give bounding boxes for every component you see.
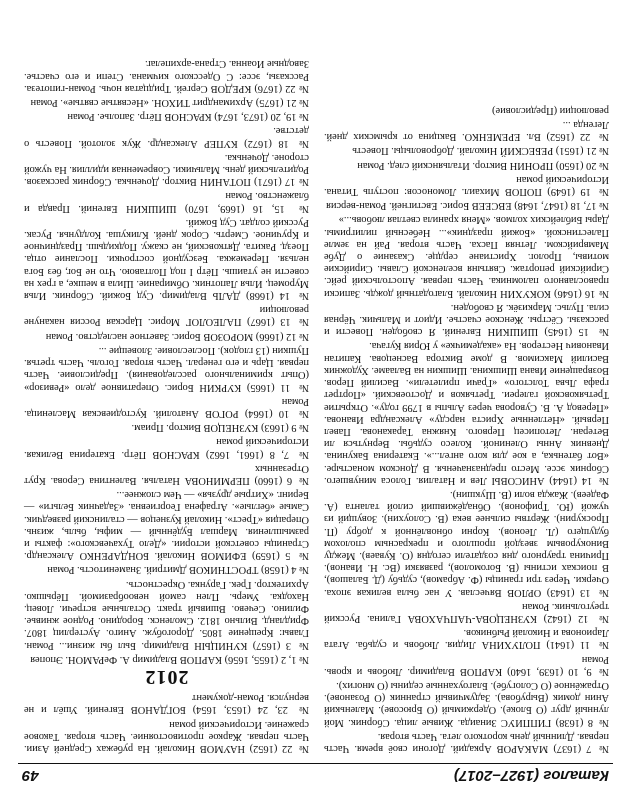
catalog-entry: № 14 (1644) АНИСОВЫ Лев и Наталия. Голоса минувшего. Сборник эссе. Место предназначенья. В Донском монастыре. «Вот батенька, а кое для кого ангел...». Екатерина Бакунина. Дневник Анны Олениной. Колесо судьбы. Вернуться ли Ветеран. Летописец Первого. Княжна Тараканова. Павел Первый. «Нетленные Христа нарсду» Александра Иванова. «Перевод А. В. Суворова через Альпы в 1799 году». Открытие Третьяковской галереи. Третьяков и Достоевский. «Портрет графа Льва Толстого» «Грачи прилетели». Василий Перов. Возвращение Ивана Шишкина. Шишкин на Валааме. Художник Василий Максимов. В доме Виктора Васнецова. Капитан Иванович Нестеров. На «академичке» у Юрия Кугача.: [324, 340, 609, 486]
catalog-entry: № 14 (1668) ДАЛЬ Владимир. Суд Божий. Сборник. Илья Муромец. Илья Лапотник. Обмирание. Шила в мешке, а грех на совести не утаишь. Пётр I под Полтавою. Что не Бог, без Бога нельзя. Перемежка. Безсудной сострочки. Послание отца. Поезд. Ракита. Дятковский, не скажу. Подкидыш. Праздничное и Кручиное. Смерть. Сорок дней. Кликуша. Колдунья. Русак. Русский солдат. Суд Божий.: [24, 216, 309, 302]
catalog-entry: революции (Предисловие): [492, 104, 609, 116]
catalog-entry: № 9, 10 (1639, 1640) КАРПОВ Владимир. Любовь и кровь. Роман: [324, 653, 609, 677]
catalog-entry: № 21 (1651) РЕБЕСКИЙ Николай. Добровольцы. Повесть: [352, 145, 609, 157]
catalog-entry: № 17, 18 (1647, 1648) ЕВСЕЕВ Борис. Евстигней. Роман-версия: [326, 200, 609, 212]
left-column: [324, 102, 609, 754]
catalog-entry: № 5 (1659) ЕФИМОВ Николай. БОНДАРЕНКО Александр. Страницы советской истории. «Дело Тухачевского»: факты и размышления. Маршал Будённый — мифы, быль, жизнь. Операция «Трест». Николай Кузнецов — сталинский разведчик. Самые «беглые». Аграфена Георгиевна. «Задачник Бельги» — Беринг. «Хитрые друзья» — Чем сложнее...: [24, 489, 309, 562]
catalog-entry: № 15 (1645) ШИШКИН Евгений. Я свободен. Повести и рассказы. Сёстры. Женское счастье. Идиот и Мальчик. Чёрная сила. Пульс. Маркизёк. Я свободен.: [324, 301, 609, 338]
catalog-entry: № 13 (1643) ОРЛОВ Вячеслав. У нас была великая эпоха. Очерки. Через три границы (Ф. Абрамов), судьбу (Д. Балашов), В поисках истины (В. Богомолов), развязки (Вс. Н. Иванов). Причина траурного дня создатели сегодня (О. Куваев). Между Винокуровым звездой прошлого и прекрасным сполохом будущего (Л. Леонов). Корни обновлённой к добру (П. Проскурин). Жертвы сильнее века (В. Солоухин). Зовущий из чужой (Ю. Трифонов). Обнадёживший силой таланта (А. Фадеев). Жажда воли (В. Шукшин).: [324, 488, 609, 598]
catalog-entry: № 22 (1652) Вл. ЕРЕМЕНКО. Вакцина от крымских дней. Легенда ...: [324, 119, 609, 143]
catalog-entry: № 10 (1664) РОГОВ Анатолий. Кустодиевская Масленица. Роман: [24, 395, 309, 419]
catalog-entry: № 1, 2 (1655, 1656) КАРПОВ Владимир А. ФеРАМОН. Эпопея: [30, 653, 309, 665]
catalog-entry: № 17 (1671) ПОТАНИН Виктор. Доченька. Сборник рассказов. Родительский день. Мальчики. Современная идиллия. На чужой стороне. Доченька.: [24, 151, 309, 188]
catalog-entry: № 13 (1667) ПАЛЕОЛОГ Морис. Царская Россия накануне революции: [24, 304, 309, 328]
catalog-entry: № 19 (1649) ПОПОВ Михаил. Ломоносов: поступь Титана. Исторический роман: [324, 173, 609, 198]
catalog-entry: № 22 (1652) НАУМОВ Николай. На рубежах Средней Азии. Часть первая. Жаркое противостояние. Часть вторая. Таковое сражение. Исторический роман: [24, 718, 309, 754]
catalog-entry: № 16 (1646) КОКУХИН Николай. Благодатный дождь. Записки православного паломника. Часть первая. Апостольский рейс. Сирийский репортаж. Святыня вселенской Славы. Сирийские мотивы, Пролог. Христиане сердце. Сказание о Дубе Мамврийском. Летняя Пасха. Часть вторая. Рай на земле Палестинской. «Божий праздник»... Небесный пилигримы. Дары Библейских холмов. «Меня хранила светлая любовь...»: [324, 214, 609, 299]
catalog-entry: № 6 (1660) ПЕРМИНОВА Наталья. Валентина Серова. Крут Отрезанных: [24, 462, 309, 486]
catalog-entry: № 4 (1658) ТРОСТНИКОВ Дмитрий. Знаменитость. Роман: [47, 564, 309, 576]
catalog-entry: № 20 (1650) ПРОНИН Виктор. Итальянский след. Роман: [357, 159, 609, 171]
catalog-entry: № 22 (1676) КРЕДОВ Сергей. Тридцатая ночь. Роман-гипотеза. Рассказы, эссе: С Одесского кичмана. Степи и его счастье. Заводные Иоанна. Страна-архипелаг.: [24, 58, 309, 94]
page-number: 49: [22, 767, 39, 784]
catalog-entry: № 7, 8 (1661, 1662) КРАСНОВ Пётр. Екатерина Великая. Исторический роман: [24, 436, 309, 460]
catalog-entry: № 3 (1657) КУНИЦЫН Владимир. Был бы жизни... Роман. Главы: Крещение 1805. Дорогобуж. Аниго. Аустерлиц 1807. Фридланд. Вильно 1812. Смоленск. Бородино. Родное жнивье. Филино. Сечево. Вшивый тракт. Остальные встречи. Ловец. Находка. Умерь. Плен самой невообразимой. Пёрышко. Архитектор. Грек. Гарунка. Окрестность.: [24, 578, 309, 651]
catalog-entry: № 19, 20 (1673, 1674) КРАСНОВ Пётр. Заполье. Роман: [67, 111, 309, 123]
running-title: Каталог (1927–2017): [454, 767, 609, 784]
catalog-entry: № 23, 24 (1653, 1654) БОГДАНОВ Евгений. Ушёл и не вернулся. Роман-документ: [24, 692, 309, 716]
year-heading: 2012: [144, 665, 189, 688]
catalog-entry: № 12 (1666) МОРОЗОВ Борис. Заветное наследство. Роман: [45, 330, 309, 342]
catalog-entry: № 15, 16 (1669, 1670) ШИШКИН Евгений. Правда и блаженство. Роман: [24, 190, 309, 214]
catalog-entry: № 9 (1663) КУЗНЕЦОВ Виктор. Приам.: [131, 422, 309, 434]
catalog-entry: № 7 (1637) МАКАРОВ Аркадий. Догони своё время. Часть первая. Длинный день короткого лета. Часть вторая.: [324, 730, 609, 754]
page-header: [18, 763, 613, 786]
catalog-entry: № 18 (1672) КУПЕР Александр. Жук золотой. Повесть о детстве.: [24, 125, 309, 149]
right-column: [24, 55, 309, 754]
catalog-entry: № 8 (1638) ГИППИУС Зинаида. Живые лица. Сборник. Мой лунный друг (О Блоке). Одержимый (О Брюсове). Маленький Анин домик (Вырубова). Задумчивый странник (О Розанове). Отражённое (О Сологубе). Благоуханные седины (О многих).: [324, 679, 609, 728]
catalog-entry: № 11 (1665) КУРКИН Борис. Оперативное дело «Ревизор» (Опыт криминального расследования). Предисловие. Часть первая. Царь и его генерал. Часть вторая. Гоголь. Часть третья. Пушкин (13 глодок). Послесловие. Зловещие ...: [24, 344, 309, 393]
catalog-entry: № 11 (1641) ПОЛУХИНА Лидия. Любовь и судьба. Агата Ларионова и Николай Рыбников.: [324, 627, 609, 651]
catalog-entry: № 21 (1675) Архимандрит ТИХОН. «Несвятые святые». Роман: [30, 97, 309, 109]
catalog-entry: № 12 (1642) КУЗНЕЦОВА-ЧАПЧАХОВА Галина. Русский треугольник. Роман: [324, 600, 609, 624]
